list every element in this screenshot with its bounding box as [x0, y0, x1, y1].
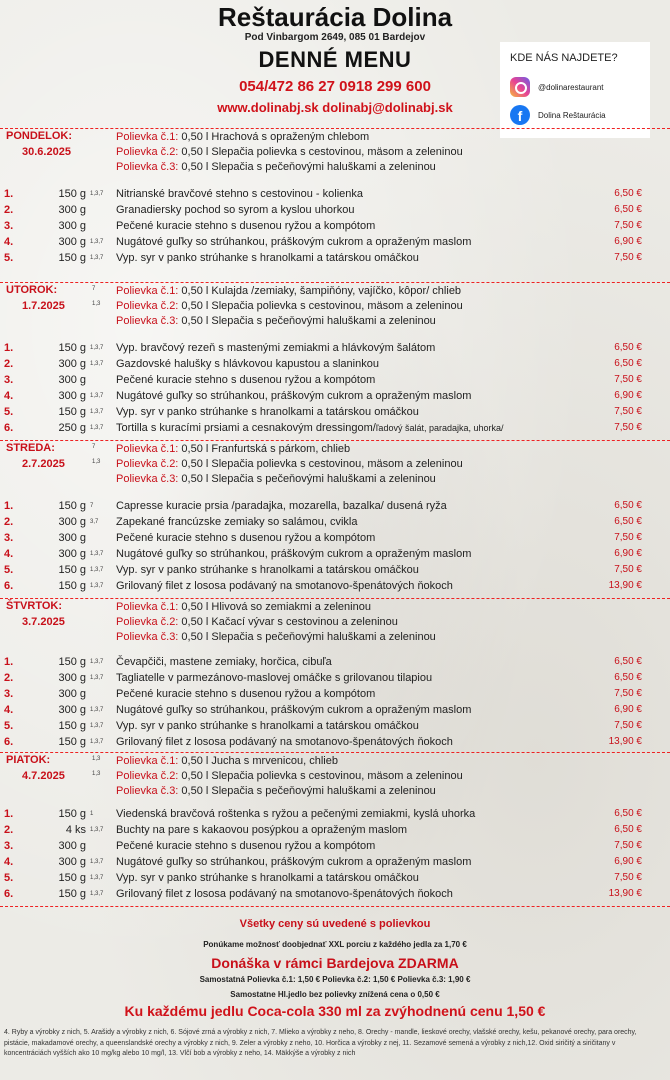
- meal-allergens: 1,3,7: [90, 891, 104, 897]
- meal-description: [116, 734, 453, 750]
- meal-allergens: 1,3,7: [90, 739, 104, 745]
- meal-row: [0, 250, 670, 266]
- soup-allergens: 1,3: [92, 771, 101, 777]
- meal-description: [116, 530, 375, 546]
- soup-text: 0,50 l Jucha s mrvenicou, chlieb: [178, 755, 338, 767]
- soup-item: [116, 145, 463, 160]
- meal-description: [116, 702, 471, 718]
- meal-allergens: 1,3,7: [90, 345, 104, 351]
- meal-allergens: 1,3,7: [90, 409, 104, 415]
- meal-price: 6,50 €: [614, 672, 642, 683]
- meal-allergens: 1: [90, 811, 94, 817]
- meal-number: 6.: [4, 888, 14, 900]
- meal-row: [0, 514, 670, 530]
- meal-weight: 300 g: [58, 688, 86, 700]
- meal-number: 4.: [4, 548, 14, 560]
- meal-price: 6,90 €: [614, 390, 642, 401]
- meal-description-extra: ľadový šalát, paradajka, uhorka/: [375, 423, 504, 433]
- meal-row: [0, 498, 670, 514]
- day-date: 2.7.2025: [22, 458, 65, 470]
- soup-text: 0,50 l Kulajda /zemiaky, šampiňóny, vajíčko, kôpor/ chlieb: [178, 285, 462, 297]
- meal-number: 4.: [4, 236, 14, 248]
- meal-row: [0, 202, 670, 218]
- meal-row: [0, 546, 670, 562]
- instagram-link[interactable]: [510, 76, 604, 98]
- meal-weight: 300 g: [58, 374, 86, 386]
- meal-description: [116, 250, 419, 266]
- meal-row: [0, 356, 670, 372]
- meal-number: 6.: [4, 580, 14, 592]
- meal-allergens: 1,3,7: [90, 393, 104, 399]
- soup-text: 0,50 l Franfurtská s párkom, chlieb: [178, 443, 351, 455]
- phone-numbers: 054/472 86 27 0918 299 600: [239, 78, 431, 95]
- meal-allergens: 1,3,7: [90, 675, 104, 681]
- meal-description-main: Vyp. syr v panko strúhanke s hranolkami a tatárskou omáčkou: [116, 252, 419, 264]
- soup-label: Polievka č.1:: [116, 131, 179, 143]
- meal-row: [0, 806, 670, 822]
- meal-weight: 250 g: [58, 422, 86, 434]
- soup-item: [116, 299, 463, 314]
- meal-description-main: Vyp. bravčový rezeň s mastenými zemiakmi a hlávkovým šalátom: [116, 342, 436, 354]
- meal-row: [0, 686, 670, 702]
- meal-weight: 150 g: [58, 720, 86, 732]
- day-separator: [0, 440, 670, 441]
- day-name: PONDELOK:: [6, 130, 72, 142]
- meal-weight: 150 g: [58, 406, 86, 418]
- meal-number: 2.: [4, 824, 14, 836]
- meal-price: 7,50 €: [614, 688, 642, 699]
- meal-description: [116, 854, 471, 870]
- meal-price: 7,50 €: [614, 252, 642, 263]
- meal-weight: 150 g: [58, 888, 86, 900]
- soup-label: Polievka č.3:: [116, 161, 179, 173]
- soup-label: Polievka č.3:: [116, 315, 179, 327]
- meal-row: [0, 886, 670, 902]
- meal-weight: 150 g: [58, 500, 86, 512]
- meal-description: [116, 886, 453, 902]
- instagram-icon: [510, 77, 530, 97]
- day-heading: [6, 130, 106, 158]
- facebook-handle: Dolina Reštaurácia: [538, 110, 606, 120]
- meal-allergens: 1,3,7: [90, 723, 104, 729]
- soup-item: [116, 457, 463, 472]
- meal-description-main: Pečené kuracie stehno s dusenou ryžou a kompótom: [116, 840, 376, 852]
- soup-label: Polievka č.1:: [116, 755, 179, 767]
- meal-number: 3.: [4, 532, 14, 544]
- meal-weight: 300 g: [58, 390, 86, 402]
- meal-row: [0, 702, 670, 718]
- soup-item: [116, 630, 436, 645]
- day-name: ŠTVRTOK:: [6, 600, 63, 612]
- meal-row: [0, 670, 670, 686]
- soup-label: Polievka č.2:: [116, 616, 179, 628]
- meal-description-main: Grilovaný filet z lososa podávaný na smotanovo-špenátových ňokoch: [116, 888, 453, 900]
- meal-price: 6,50 €: [614, 188, 642, 199]
- soup-allergens: 1,3: [92, 459, 101, 465]
- meal-price: 7,50 €: [614, 220, 642, 231]
- meal-price: 6,50 €: [614, 808, 642, 819]
- meal-allergens: 1,3,7: [90, 567, 104, 573]
- meal-weight: 300 g: [58, 236, 86, 248]
- instagram-handle: @dolinarestaurant: [538, 82, 604, 92]
- meal-description-main: Buchty na pare s kakaovou posýpkou a opraženým maslom: [116, 824, 408, 836]
- footer-separator: [0, 906, 670, 907]
- meal-number: 1.: [4, 342, 14, 354]
- meal-row: [0, 420, 670, 436]
- meal-price: 7,50 €: [614, 564, 642, 575]
- social-title: KDE NÁS NAJDETE?: [510, 52, 618, 64]
- soup-text: 0,50 l Slepačia polievka s cestovinou, mäsom a zeleninou: [178, 146, 463, 158]
- prices-note: Všetky ceny sú uvedené s polievkou: [239, 918, 431, 930]
- soup-text: 0,50 l Hrachová s opraženým chlebom: [178, 131, 370, 143]
- day-heading: [6, 754, 106, 782]
- meal-price: 6,50 €: [614, 656, 642, 667]
- soup-list: [116, 442, 463, 487]
- meal-description: [116, 372, 375, 388]
- xxl-note: Ponúkame možnosť doobjednať XXL porciu z každého jedla za 1,70 €: [203, 940, 467, 949]
- meal-row: [0, 234, 670, 250]
- soup-text: 0,50 l Slepačia s pečeňovými haluškami a zeleninou: [178, 161, 436, 173]
- meal-price: 6,50 €: [614, 342, 642, 353]
- meal-number: 1.: [4, 188, 14, 200]
- day-name: STREDA:: [6, 442, 55, 454]
- soup-allergens: 7: [92, 444, 96, 450]
- day-date: 4.7.2025: [22, 770, 65, 782]
- meal-description: [116, 870, 419, 886]
- soup-label: Polievka č.3:: [116, 631, 179, 643]
- meal-weight: 150 g: [58, 736, 86, 748]
- meal-row: [0, 404, 670, 420]
- meal-description: [116, 822, 407, 838]
- main-only-note: Samostatne Hl.jedlo bez polievky znížená cena o 0,50 €: [230, 990, 440, 999]
- soup-item: [116, 130, 463, 145]
- soup-allergens: 1,3: [92, 756, 101, 762]
- day-heading: [6, 442, 106, 470]
- soup-text: 0,50 l Hlivová so zemiakmi a zeleninou: [178, 601, 371, 613]
- meal-number: 3.: [4, 220, 14, 232]
- allergen-legend: 4. Ryby a výrobky z nich, 5. Arašidy a výrobky z nich, 6. Sójové zrná a výrobky z nich, 7. Mlieko a výrobky z neho, 8. Orechy - mandle, lieskové orechy, vlašské orechy, kešu, pekanové orechy, para orechy, pistácie, makadamové orechy, a queenslandské orechy a výrobky z nich, 9. Zeler a výrobky z neho, 10. Horčica a výrobky z nej, 11. Sezamové semená a výrobky z nich,12. Oxid siričitý a siričitany v koncentráciách vyšších ako 10 mg/kg alebo 10 mg/l, 13. Vlčí bob a výrobky z neho, 14. Mäkkýše a výrobky z nich: [4, 1029, 637, 1057]
- meal-row: [0, 186, 670, 202]
- meal-price: 7,50 €: [614, 532, 642, 543]
- meal-description: [116, 388, 471, 404]
- meal-allergens: 1,3,7: [90, 551, 104, 557]
- soup-label: Polievka č.2:: [116, 146, 179, 158]
- meal-description-main: Vyp. syr v panko strúhanke s hranolkami a tatárskou omáčkou: [116, 564, 419, 576]
- meal-description-main: Tortilla s kuracími prsiami a cesnakovým dressingom/: [116, 422, 376, 434]
- meal-price: 6,90 €: [614, 856, 642, 867]
- meal-price: 7,50 €: [614, 720, 642, 731]
- meal-allergens: 1,3,7: [90, 583, 104, 589]
- meal-weight: 300 g: [58, 672, 86, 684]
- meal-price: 7,50 €: [614, 374, 642, 385]
- meal-weight: 300 g: [58, 840, 86, 852]
- meal-description-main: Pečené kuracie stehno s dusenou ryžou a kompótom: [116, 688, 376, 700]
- meal-weight: 300 g: [58, 204, 86, 216]
- meal-weight: 300 g: [58, 704, 86, 716]
- meal-allergens: 1,3,7: [90, 827, 104, 833]
- meal-number: 6.: [4, 736, 14, 748]
- meal-row: [0, 530, 670, 546]
- social-box: [500, 42, 650, 138]
- meal-description: [116, 420, 504, 436]
- meal-description-main: Vyp. syr v panko strúhanke s hranolkami a tatárskou omáčkou: [116, 406, 419, 418]
- meal-description-main: Grilovaný filet z lososa podávaný na smotanovo-špenátových ňokoch: [116, 736, 453, 748]
- day-name: UTOROK:: [6, 284, 58, 296]
- meal-weight: 150 g: [58, 252, 86, 264]
- meal-description: [116, 234, 471, 250]
- meal-description: [116, 404, 419, 420]
- meal-weight: 150 g: [58, 564, 86, 576]
- meal-price: 6,50 €: [614, 204, 642, 215]
- meal-price: 7,50 €: [614, 406, 642, 417]
- meal-weight: 150 g: [58, 342, 86, 354]
- meal-description-main: Grilovaný filet z lososa podávaný na smotanovo-špenátových ňokoch: [116, 580, 453, 592]
- day-date: 3.7.2025: [22, 616, 65, 628]
- delivery-note: Donáška v rámci Bardejova ZDARMA: [211, 955, 459, 971]
- meal-description-main: Čevapčiči, mastene zemiaky, horčica, cibuľa: [116, 656, 332, 668]
- meal-allergens: 1,3,7: [90, 361, 104, 367]
- meal-row: [0, 578, 670, 594]
- meal-allergens: 1,3,7: [90, 707, 104, 713]
- meal-number: 5.: [4, 564, 14, 576]
- meal-description-main: Nugátové guľky so strúhankou, práškovým cukrom a opraženým maslom: [116, 236, 472, 248]
- meal-row: [0, 372, 670, 388]
- meal-weight: 300 g: [58, 516, 86, 528]
- meal-number: 6.: [4, 422, 14, 434]
- meal-description-main: Capresse kuracie prsia /paradajka, mozarella, bazalka/ dusená ryža: [116, 500, 447, 512]
- meal-description-main: Viedenská bravčová roštenka s ryžou a pečenými zemiakmi, kyslá uhorka: [116, 808, 476, 820]
- meal-description-main: Nugátové guľky so strúhankou, práškovým cukrom a opraženým maslom: [116, 704, 472, 716]
- meal-number: 3.: [4, 374, 14, 386]
- soup-label: Polievka č.3:: [116, 785, 179, 797]
- meal-number: 5.: [4, 872, 14, 884]
- meal-number: 2.: [4, 672, 14, 684]
- meal-price: 6,50 €: [614, 358, 642, 369]
- facebook-icon: f: [510, 105, 530, 125]
- meal-description-main: Tagliatelle v parmezánovo-maslovej omáčke s grilovanou tilapiou: [116, 672, 433, 684]
- meal-row: [0, 854, 670, 870]
- soup-label: Polievka č.1:: [116, 285, 179, 297]
- meal-description: [116, 218, 375, 234]
- coke-offer: Ku každému jedlu Coca-cola 330 ml za zvýhodnenú cenu 1,50 €: [124, 1003, 546, 1019]
- meal-weight: 300 g: [58, 532, 86, 544]
- meal-description-main: Granadiersky pochod so syrom a kyslou uhorkou: [116, 204, 355, 216]
- meal-price: 6,90 €: [614, 704, 642, 715]
- meal-price: 13,90 €: [608, 888, 642, 899]
- meal-description: [116, 718, 419, 734]
- meal-description: [116, 340, 435, 356]
- meal-weight: 150 g: [58, 580, 86, 592]
- meal-allergens: 3,7: [90, 519, 99, 525]
- meal-description-main: Pečené kuracie stehno s dusenou ryžou a kompótom: [116, 220, 376, 232]
- meal-row: [0, 838, 670, 854]
- soup-text: 0,50 l Slepačia polievka s cestovinou, mäsom a zeleninou: [178, 458, 463, 470]
- meal-description: [116, 562, 419, 578]
- soup-text: 0,50 l Slepačia s pečeňovými haluškami a zeleninou: [178, 473, 436, 485]
- soup-item: [116, 769, 463, 784]
- meal-description-main: Pečené kuracie stehno s dusenou ryžou a kompótom: [116, 374, 376, 386]
- meal-row: [0, 340, 670, 356]
- soup-text: 0,50 l Slepačia polievka s cestovinou, mäsom a zeleninou: [178, 770, 463, 782]
- meal-description: [116, 806, 475, 822]
- meal-allergens: 1,3,7: [90, 191, 104, 197]
- meal-price: 7,50 €: [614, 872, 642, 883]
- meal-row: [0, 718, 670, 734]
- soup-item: [116, 284, 463, 299]
- web-email[interactable]: www.dolinabj.sk dolinabj@dolinabj.sk: [217, 100, 453, 115]
- menu-heading: DENNÉ MENU: [258, 47, 412, 72]
- meal-number: 3.: [4, 688, 14, 700]
- meal-weight: 150 g: [58, 656, 86, 668]
- meal-price: 13,90 €: [608, 736, 642, 747]
- meal-description: [116, 202, 354, 218]
- meal-allergens: 1,3,7: [90, 425, 104, 431]
- meal-description: [116, 578, 453, 594]
- meal-description: [116, 514, 358, 530]
- meal-weight: 4 ks: [65, 824, 86, 836]
- soup-label: Polievka č.3:: [116, 473, 179, 485]
- meal-row: [0, 388, 670, 404]
- soup-label: Polievka č.2:: [116, 458, 179, 470]
- meal-allergens: 1,3,7: [90, 659, 104, 665]
- meal-description: [116, 686, 375, 702]
- meal-weight: 300 g: [58, 220, 86, 232]
- day-heading: [6, 600, 106, 628]
- day-separator: [0, 282, 670, 283]
- day-separator: [0, 752, 670, 753]
- meal-weight: 150 g: [58, 188, 86, 200]
- meal-weight: 300 g: [58, 358, 86, 370]
- meal-price: 6,90 €: [614, 236, 642, 247]
- meal-weight: 150 g: [58, 872, 86, 884]
- meal-description-main: Gazdovské halušky s hlávkovou kapustou a slaninkou: [116, 358, 379, 370]
- soup-list: [116, 284, 463, 329]
- soup-item: [116, 472, 463, 487]
- meal-row: [0, 734, 670, 750]
- day-separator: [0, 128, 670, 129]
- restaurant-address: Pod Vinbargom 2649, 085 01 Bardejov: [244, 32, 426, 43]
- meal-number: 1.: [4, 500, 14, 512]
- soup-item: [116, 314, 463, 329]
- meal-row: [0, 654, 670, 670]
- soup-text: 0,50 l Slepačia polievka s cestovinou, mäsom a zeleninou: [178, 300, 463, 312]
- meal-number: 4.: [4, 856, 14, 868]
- meal-allergens: 1,3,7: [90, 875, 104, 881]
- meal-weight: 300 g: [58, 548, 86, 560]
- meal-weight: 300 g: [58, 856, 86, 868]
- meal-description-main: Vyp. syr v panko strúhanke s hranolkami a tatárskou omáčkou: [116, 720, 419, 732]
- day-date: 1.7.2025: [22, 300, 65, 312]
- soup-text: 0,50 l Slepačia s pečeňovými haluškami a zeleninou: [178, 631, 436, 643]
- meal-description: [116, 356, 379, 372]
- meal-description-main: Pečené kuracie stehno s dusenou ryžou a kompótom: [116, 532, 376, 544]
- meal-allergens: 1,3,7: [90, 859, 104, 865]
- meal-description: [116, 654, 332, 670]
- meal-number: 2.: [4, 358, 14, 370]
- meal-number: 2.: [4, 516, 14, 528]
- day-name: PIATOK:: [6, 754, 51, 766]
- meal-description-main: Vyp. syr v panko strúhanke s hranolkami a tatárskou omáčkou: [116, 872, 419, 884]
- meal-number: 4.: [4, 704, 14, 716]
- meal-allergens: 1,3,7: [90, 239, 104, 245]
- meal-weight: 150 g: [58, 808, 86, 820]
- meal-description: [116, 838, 375, 854]
- soup-text: 0,50 l Slepačia s pečeňovými haluškami a zeleninou: [178, 315, 436, 327]
- soup-label: Polievka č.1:: [116, 601, 179, 613]
- soup-prices: Samostatná Polievka č.1: 1,50 € Polievka č.2: 1,50 € Polievka č.3: 1,90 €: [199, 975, 471, 984]
- day-date: 30.6.2025: [22, 146, 71, 158]
- meal-description: [116, 546, 471, 562]
- soup-list: [116, 130, 463, 175]
- meal-number: 2.: [4, 204, 14, 216]
- restaurant-name: Reštaurácia Dolina: [217, 2, 453, 32]
- meal-description-main: Nugátové guľky so strúhankou, práškovým cukrom a opraženým maslom: [116, 548, 472, 560]
- meal-price: 13,90 €: [608, 580, 642, 591]
- soup-item: [116, 784, 463, 799]
- meal-number: 5.: [4, 406, 14, 418]
- soup-item: [116, 615, 436, 630]
- facebook-link[interactable]: [510, 104, 606, 126]
- soup-text: 0,50 l Kačací vývar s cestovinou a zeleninou: [178, 616, 398, 628]
- meal-number: 3.: [4, 840, 14, 852]
- soup-allergens: 1,3: [92, 301, 101, 307]
- meal-allergens: 7: [90, 503, 94, 509]
- meal-description: [116, 670, 432, 686]
- meal-number: 1.: [4, 808, 14, 820]
- meal-description-main: Nugátové guľky so strúhankou, práškovým cukrom a opraženým maslom: [116, 856, 472, 868]
- soup-label: Polievka č.2:: [116, 770, 179, 782]
- meal-price: 6,50 €: [614, 824, 642, 835]
- soup-item: [116, 600, 436, 615]
- meal-price: 6,50 €: [614, 516, 642, 527]
- soup-list: [116, 754, 463, 799]
- soup-item: [116, 754, 463, 769]
- meal-price: 6,50 €: [614, 500, 642, 511]
- soup-list: [116, 600, 436, 645]
- meal-description-main: Nitrianské bravčové stehno s cestovinou - kolienka: [116, 188, 364, 200]
- meal-price: 7,50 €: [614, 840, 642, 851]
- meal-row: [0, 822, 670, 838]
- soup-label: Polievka č.2:: [116, 300, 179, 312]
- day-separator: [0, 598, 670, 599]
- meal-price: 6,90 €: [614, 548, 642, 559]
- day-heading: [6, 284, 106, 312]
- meal-row: [0, 218, 670, 234]
- meal-description-main: Nugátové guľky so strúhankou, práškovým cukrom a opraženým maslom: [116, 390, 472, 402]
- meal-allergens: 1,3,7: [90, 255, 104, 261]
- soup-label: Polievka č.1:: [116, 443, 179, 455]
- meal-price: 7,50 €: [614, 422, 642, 433]
- meal-description-main: Zapekané francúzske zemiaky so salámou, cvikla: [116, 516, 358, 528]
- meal-row: [0, 562, 670, 578]
- meal-number: 4.: [4, 390, 14, 402]
- meal-row: [0, 870, 670, 886]
- soup-allergens: 7: [92, 286, 96, 292]
- soup-text: 0,50 l Slepačia s pečeňovými haluškami a zeleninou: [178, 785, 436, 797]
- soup-item: [116, 160, 463, 175]
- meal-description: [116, 186, 363, 202]
- meal-description: [116, 498, 447, 514]
- soup-item: [116, 442, 463, 457]
- meal-number: 5.: [4, 252, 14, 264]
- meal-number: 1.: [4, 656, 14, 668]
- meal-number: 5.: [4, 720, 14, 732]
